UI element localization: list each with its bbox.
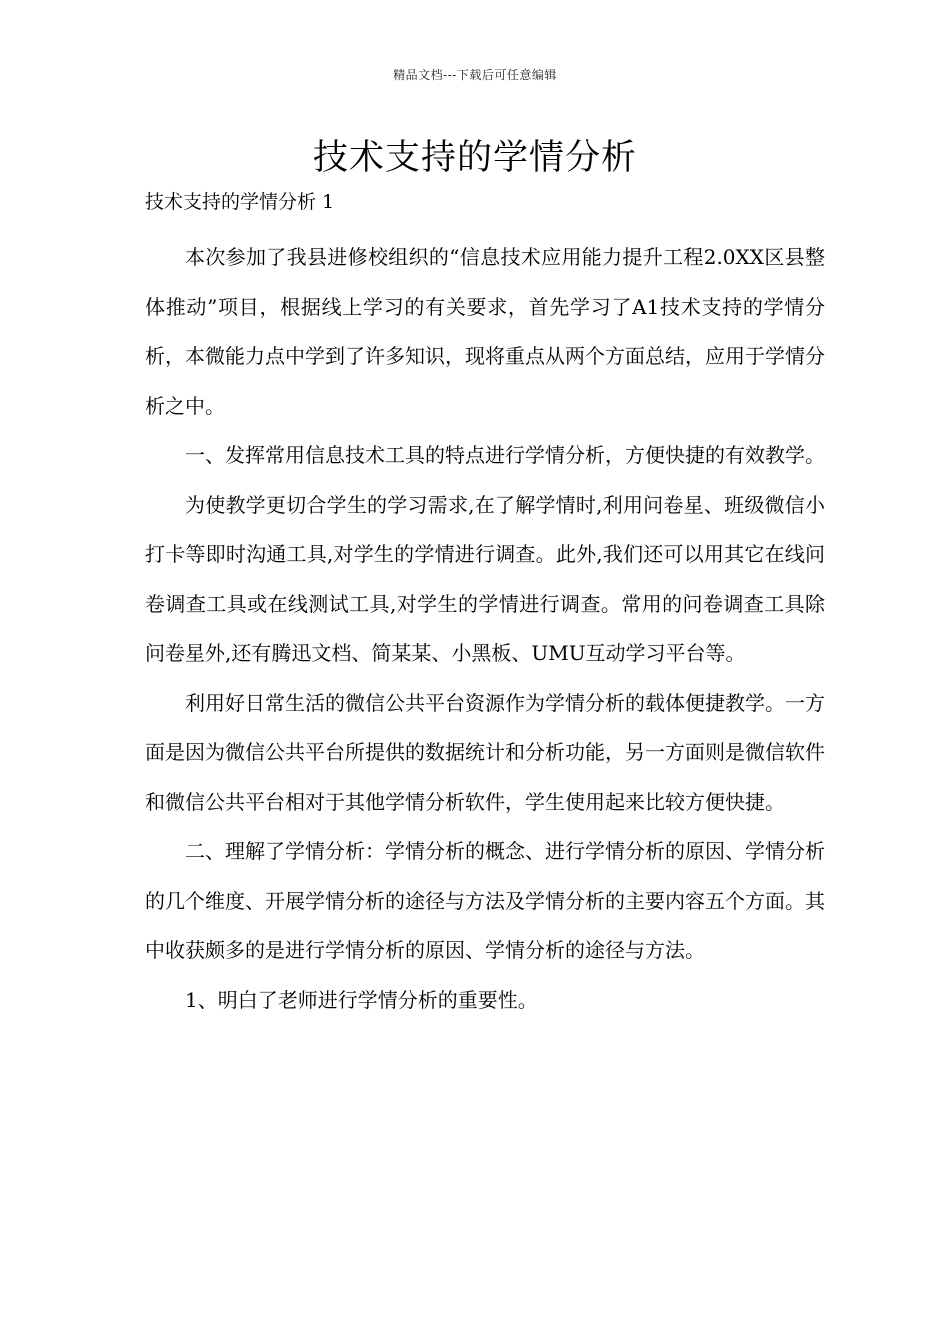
- paragraph-intro: 本次参加了我县进修校组织的“信息技术应用能力提升工程2.0XX区县整体推动”项目，根据线上学习的有关要求，首先学习了A1技术支持的学情分析，本微能力点中学到了许多知识，现将重点从两个方面总结，应用于学情分析之中。: [145, 245, 825, 418]
- document-title: 技术支持的学情分析: [312, 138, 637, 178]
- paragraph-wechat-platform: 利用好日常生活的微信公共平台资源作为学情分析的载体便捷教学。一方面是因为微信公共平台所提供的数据统计和分析功能，另一方面则是微信软件和微信公共平台相对于其他学情分析软件，学生使用起来比较方便快捷。: [145, 690, 825, 814]
- paragraph-survey-tools: 为使教学更切合学生的学习需求,在了解学情时,利用问卷星、班级微信小打卡等即时沟通工具,对学生的学情进行调查。此外,我们还可以用其它在线问卷调查工具或在线测试工具,对学生的学情进行调查。常用的问卷调查工具除问卷星外,还有腾迅文档、简某某、小黑板、UMU互动学习平台等。: [145, 492, 825, 665]
- paragraph-item-one: 1、明白了老师进行学情分析的重要性。: [185, 987, 538, 1012]
- section-subtitle: 技术支持的学情分析 1: [145, 191, 335, 213]
- document-body: [145, 233, 825, 1025]
- header-note: 精品文档---下载后可任意编辑: [393, 68, 557, 82]
- paragraph-point-one-heading: 一、发挥常用信息技术工具的特点进行学情分析，方便快捷的有效教学。: [185, 443, 825, 467]
- paragraph-point-two-heading: 二、理解了学情分析：学情分析的概念、进行学情分析的原因、学情分析的几个维度、开展学情分析的途径与方法及学情分析的主要内容五个方面。其中收获颇多的是进行学情分析的原因、学情分析的途径与方法。: [145, 839, 825, 962]
